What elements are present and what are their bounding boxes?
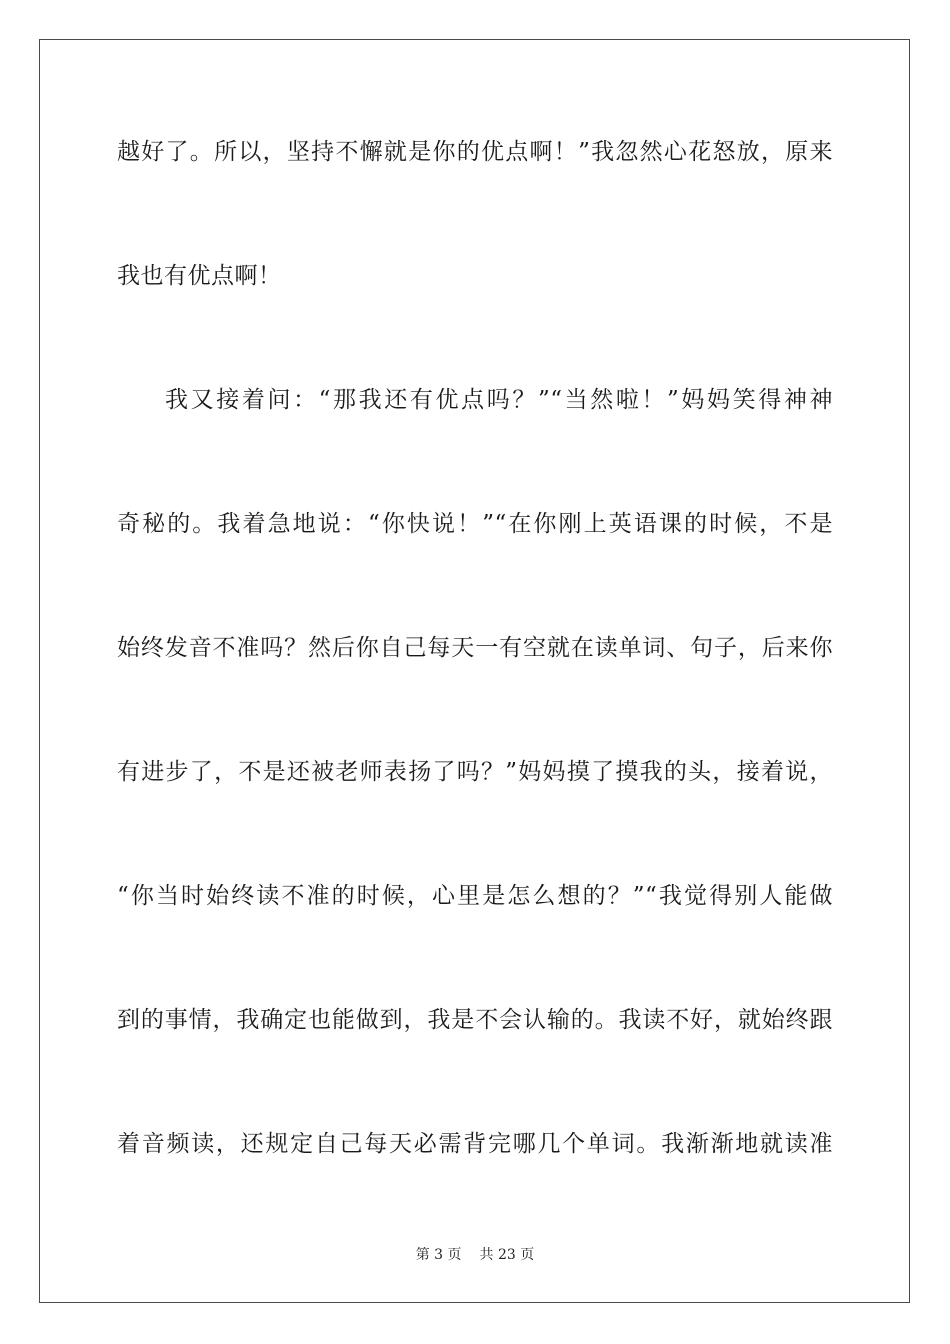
page-border: [39, 39, 910, 1303]
page-footer: [0, 1246, 950, 1264]
paragraph-line-1: 越好了。所以，坚持不懈就是你的优点啊！”我忽然心花怒放，原来: [117, 139, 833, 165]
paragraph-line-2: 我也有优点啊！: [117, 263, 282, 289]
paragraph-line-8: 到的事情，我确定也能做到，我是不会认输的。我读不好，就始终跟: [117, 1007, 833, 1033]
paragraph-line-3: 我又接着问：“那我还有优点吗？”“当然啦！”妈妈笑得神神: [165, 387, 833, 413]
paragraph-line-7: “你当时始终读不准的时候，心里是怎么想的？”“我觉得别人能做: [117, 883, 833, 909]
paragraph-line-5: 始终发音不准吗？然后你自己每天一有空就在读单词、句子，后来你: [117, 635, 833, 661]
paragraph-line-6: 有进步了，不是还被老师表扬了吗？”妈妈摸了摸我的头，接着说，: [117, 759, 833, 785]
page-number: 第 3 页: [415, 1247, 462, 1263]
paragraph-line-9: 着音频读，还规定自己每天必需背完哪几个单词。我渐渐地就读准: [117, 1131, 833, 1157]
paragraph-line-4: 奇秘的。我着急地说：“你快说！”“在你刚上英语课的时候，不是: [117, 511, 833, 537]
page-total: 共 23 页: [479, 1247, 535, 1263]
